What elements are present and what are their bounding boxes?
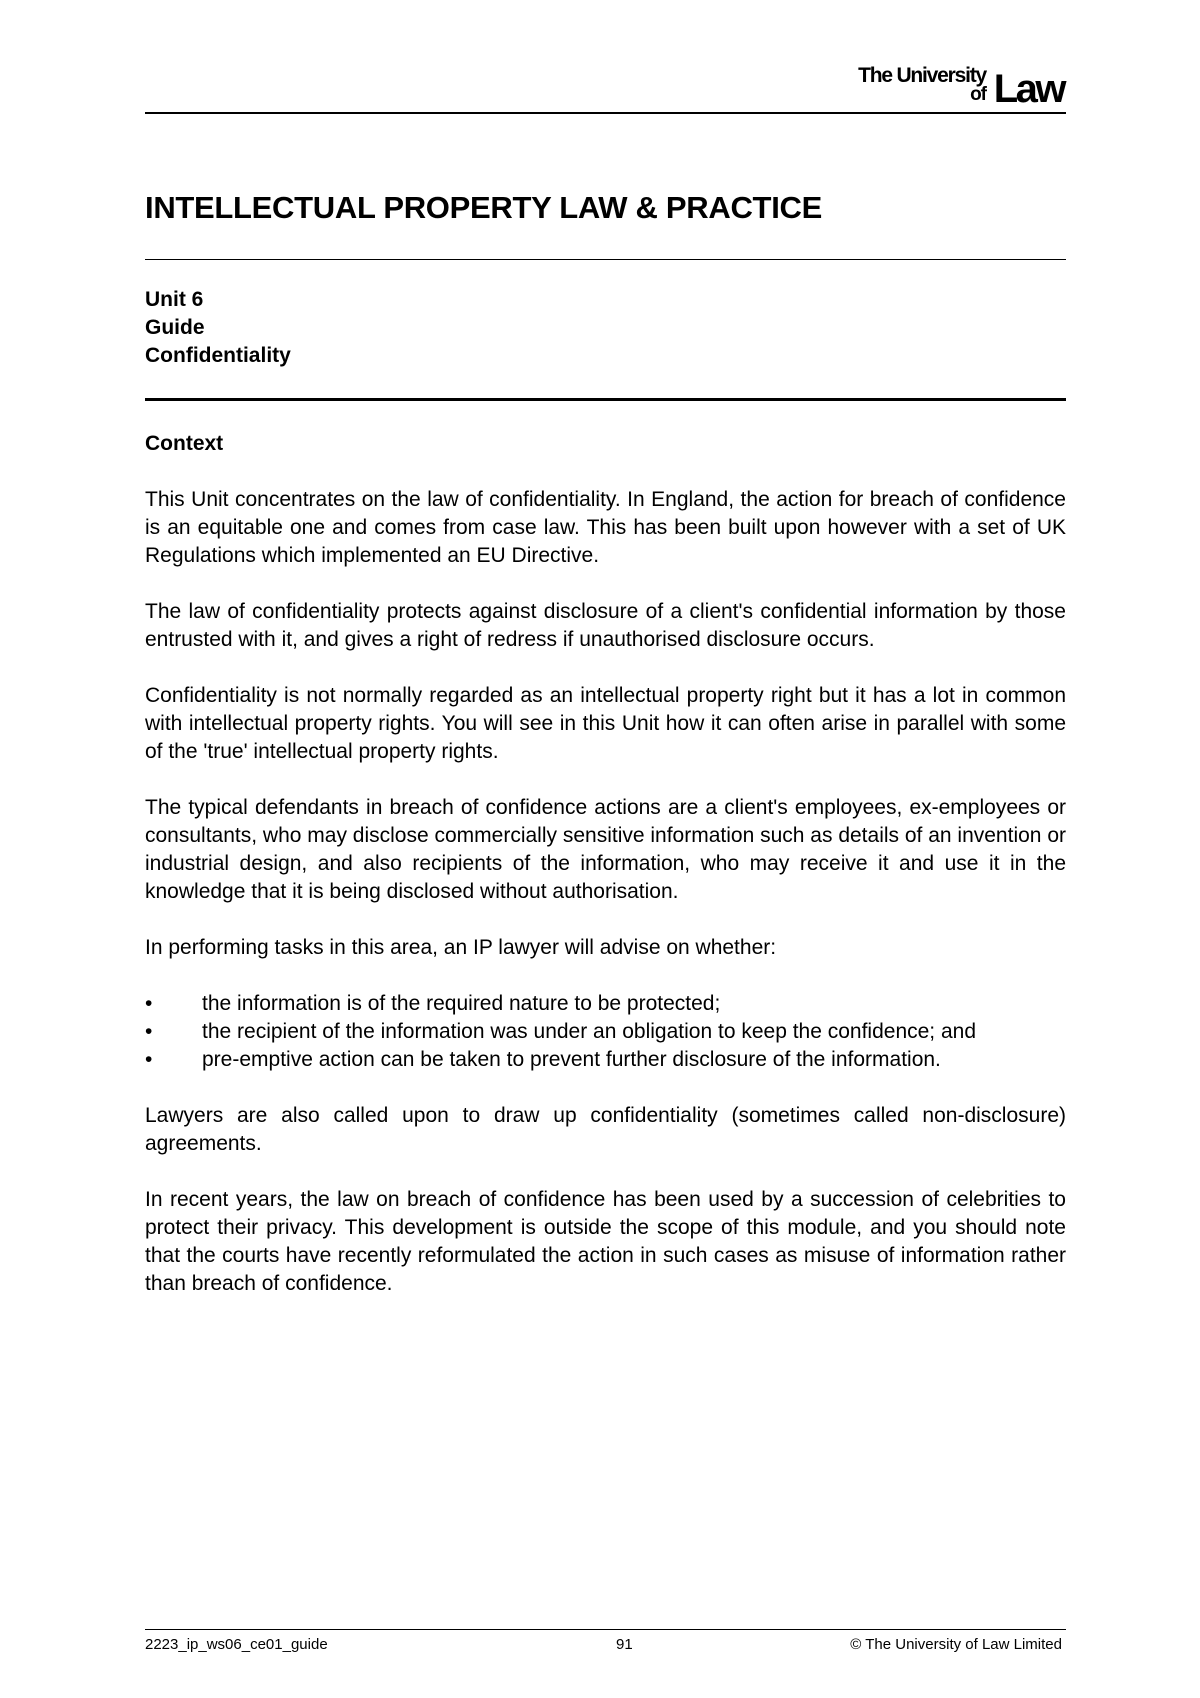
unit-info-block [145, 286, 291, 370]
paragraph: The typical defendants in breach of confidence actions are a client's employees, ex-employees or consultants, who may disclose commercially sensitive information such as details of an invention or industrial design, and also recipients of the information, who may receive it and use it in the knowledge that it is being disclosed without authorisation. [145, 796, 1066, 903]
document-reference: 2223_ip_ws06_ce01_guide [145, 1636, 328, 1653]
header-divider [145, 112, 1066, 114]
footer-divider [145, 1629, 1066, 1630]
title-divider [145, 259, 1066, 260]
bullet-marker: • [145, 992, 153, 1015]
document-title: INTELLECTUAL PROPERTY LAW & PRACTICE [145, 190, 822, 225]
bullet-marker: • [145, 1048, 153, 1071]
bullet-list [145, 990, 1066, 1074]
page-footer [145, 1634, 1066, 1656]
page-number: 91 [616, 1636, 633, 1653]
unit-divider [145, 398, 1066, 401]
university-of-law-logo [854, 64, 1064, 111]
paragraph: In performing tasks in this area, an IP lawyer will advise on whether: [145, 936, 777, 959]
list-item [145, 1046, 1066, 1074]
list-item-text: the recipient of the information was under an obligation to keep the confidence; and [202, 1020, 977, 1043]
bullet-marker: • [145, 1020, 153, 1043]
unit-topic: Confidentiality [145, 344, 291, 367]
paragraph: The law of confidentiality protects against disclosure of a client's confidential information by those entrusted with it, and gives a right of redress if unauthorised disclosure occurs. [145, 600, 1066, 651]
paragraph: Confidentiality is not normally regarded as an intellectual property right but it has a lot in common with intellectual property rights. You will see in this Unit how it can often arise in parallel with some of the 'true' intellectual property rights. [145, 684, 1066, 763]
unit-number: Unit 6 [145, 288, 204, 311]
logo-text-of: of [970, 84, 986, 105]
paragraph: In recent years, the law on breach of confidence has been used by a succession of celebrities to protect their privacy. This development is outside the scope of this module, and you should note that the courts have recently reformulated the action in such cases as misuse of information rather than breach of confidence. [145, 1188, 1066, 1295]
logo-text-the-university: The University [858, 64, 986, 87]
section-heading: Context [145, 432, 224, 455]
context-section [145, 430, 1066, 1326]
list-item [145, 1018, 1066, 1046]
logo-text-law: Law [993, 67, 1064, 111]
document-type: Guide [145, 316, 205, 339]
paragraph: This Unit concentrates on the law of confidentiality. In England, the action for breach of confidence is an equitable one and comes from case law. This has been built upon however with a set of UK Regulations which implemented an EU Directive. [145, 488, 1066, 567]
list-item-text: the information is of the required nature to be protected; [202, 992, 721, 1015]
list-item-text: pre-emptive action can be taken to prevent further disclosure of the information. [202, 1048, 941, 1071]
paragraph: Lawyers are also called upon to draw up confidentiality (sometimes called non-disclosure) agreements. [145, 1104, 1066, 1155]
copyright-notice: © The University of Law Limited [850, 1636, 1062, 1653]
list-item [145, 990, 1066, 1018]
